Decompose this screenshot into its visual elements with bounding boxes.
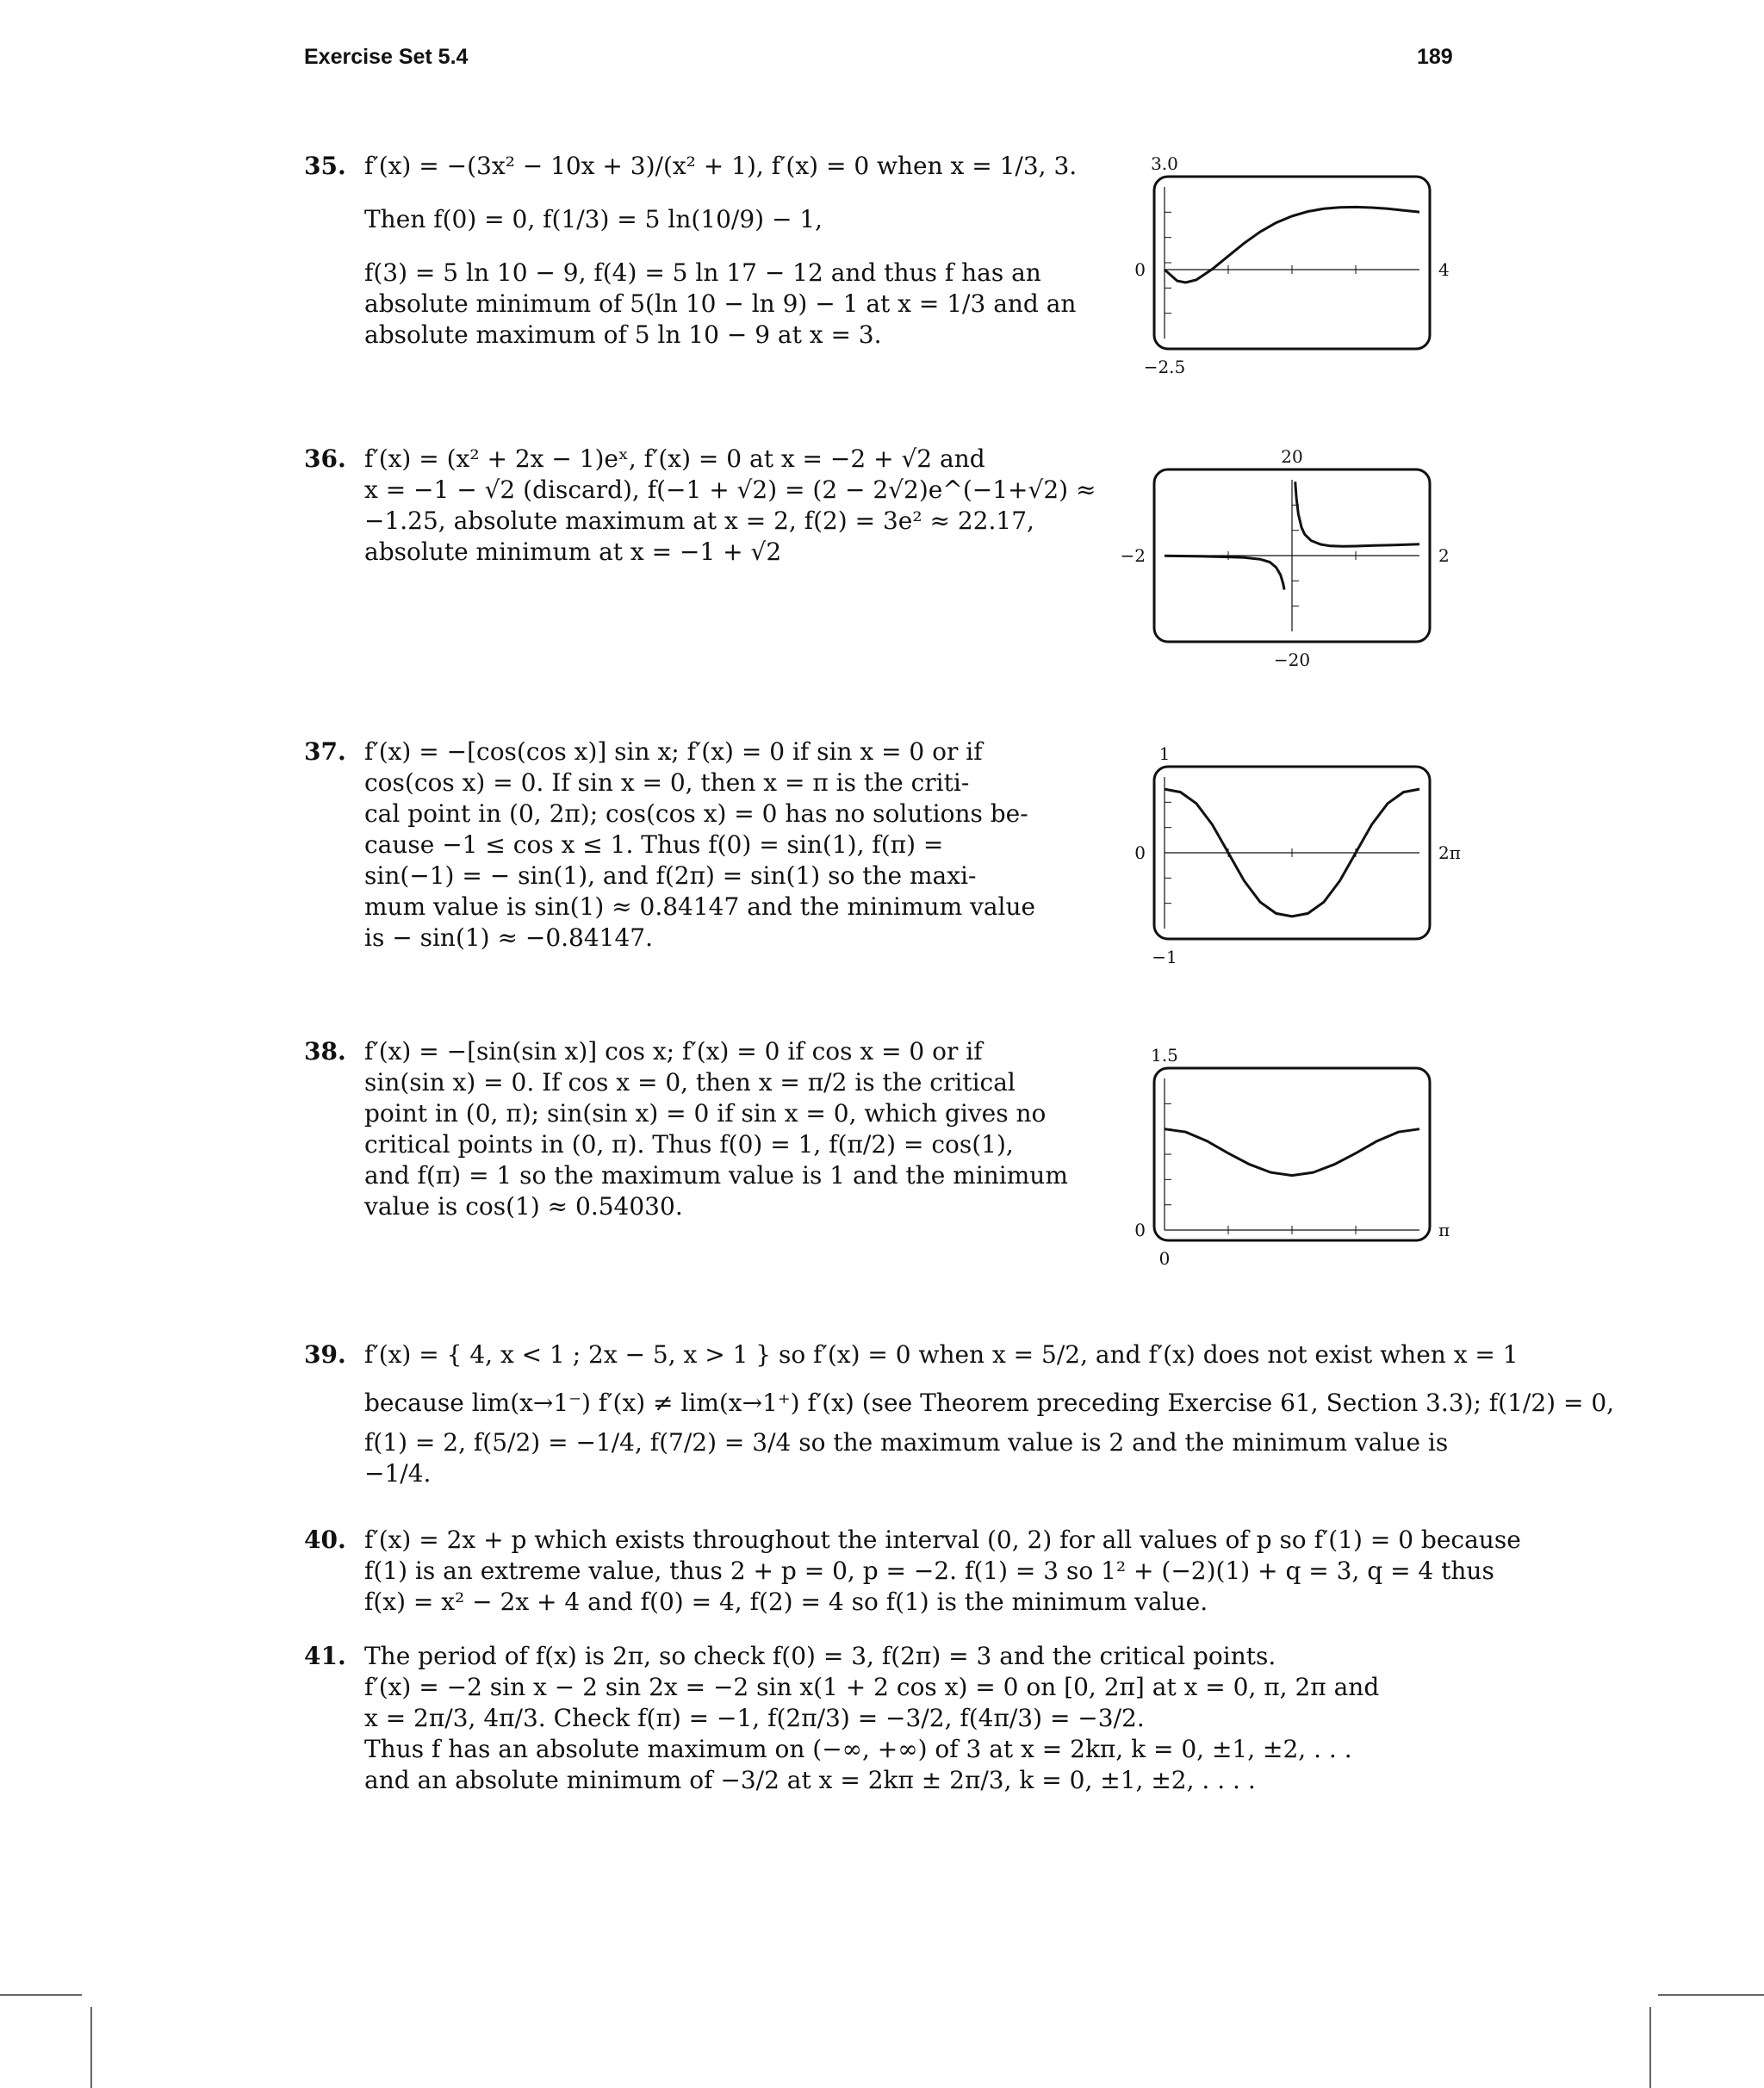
axis-label: −20 bbox=[1273, 649, 1311, 670]
exercise-line: f′(x) = (x² + 2x − 1)eˣ, f′(x) = 0 at x = −2 + √2 and bbox=[364, 444, 985, 473]
axis-label: −2 bbox=[1120, 545, 1146, 566]
exercise-line: f′(x) = −(3x² − 10x + 3)/(x² + 1), f′(x) = 0 when x = 1/3, 3. bbox=[364, 152, 1078, 180]
exercise-number: 36. bbox=[304, 444, 346, 473]
exercise-line: f′(x) = { 4, x < 1 ; 2x − 5, x > 1 } so f′(x) = 0 when x = 5/2, and f′(x) does not exist when x = 1 bbox=[364, 1340, 1519, 1369]
exercise-line: Then f(0) = 0, f(1/3) = 5 ln(10/9) − 1, bbox=[364, 205, 823, 233]
axis-label: π bbox=[1438, 1220, 1450, 1240]
exercise-line: sin(−1) = − sin(1), and f(2π) = sin(1) so the maxi- bbox=[364, 861, 977, 890]
plot-frame bbox=[1154, 1068, 1430, 1240]
exercise-line: point in (0, π); sin(sin x) = 0 if sin x = 0, which gives no bbox=[364, 1099, 1047, 1128]
axis-label: 0 bbox=[1158, 1248, 1171, 1269]
axis-label: −2.5 bbox=[1143, 357, 1186, 377]
exercise-number: 40. bbox=[304, 1526, 346, 1554]
plot-exercise-36 bbox=[1120, 444, 1464, 693]
axis-label: 0 bbox=[1134, 842, 1146, 863]
plot-35-svg bbox=[1120, 151, 1464, 401]
exercise-line: Thus f has an absolute maximum on (−∞, +∞) of 3 at x = 2kπ, k = 0, ±1, ±2, . . . bbox=[364, 1735, 1352, 1763]
axis-label: 0 bbox=[1134, 1220, 1146, 1240]
exercise-line: cos(cos x) = 0. If sin x = 0, then x = π is the criti- bbox=[364, 768, 970, 797]
crop-mark bbox=[1658, 1994, 1764, 1996]
axis-label: −1 bbox=[1152, 947, 1177, 967]
plot-frame bbox=[1154, 177, 1430, 349]
crop-mark bbox=[1649, 2007, 1651, 2088]
exercise-line: f′(x) = −[sin(sin x)] cos x; f′(x) = 0 if cos x = 0 or if bbox=[364, 1037, 983, 1066]
axis-label: 2 bbox=[1438, 545, 1450, 566]
running-header-title: Exercise Set 5.4 bbox=[304, 45, 469, 69]
exercise-line: critical points in (0, π). Thus f(0) = 1, f(π/2) = cos(1), bbox=[364, 1130, 1014, 1159]
exercise-line: absolute minimum of 5(ln 10 − ln 9) − 1 at x = 1/3 and an bbox=[364, 289, 1077, 318]
exercise-line: f′(x) = 2x + p which exists throughout the interval (0, 2) for all values of p so f′(1) = 0 because bbox=[364, 1526, 1521, 1554]
exercise-number: 35. bbox=[304, 152, 346, 180]
crop-mark bbox=[0, 1994, 82, 1996]
plot-exercise-37 bbox=[1120, 741, 1464, 991]
series-line bbox=[1165, 556, 1284, 589]
exercise-line: f(1) = 2, f(5/2) = −1/4, f(7/2) = 3/4 so the maximum value is 2 and the minimum value is bbox=[364, 1428, 1449, 1457]
exercise-number: 39. bbox=[304, 1340, 346, 1369]
exercise-line: cause −1 ≤ cos x ≤ 1. Thus f(0) = sin(1), f(π) = bbox=[364, 830, 944, 859]
exercise-line: f(x) = x² − 2x + 4 and f(0) = 4, f(2) = 4 so f(1) is the minimum value. bbox=[364, 1588, 1208, 1616]
exercise-line: absolute maximum of 5 ln 10 − 9 at x = 3. bbox=[364, 320, 882, 349]
page-number: 189 bbox=[1417, 45, 1453, 69]
exercise-line: because lim(x→1⁻) f′(x) ≠ lim(x→1⁺) f′(x) (see Theorem preceding Exercise 61, Section 3.3); f(1/2) = 0, bbox=[364, 1389, 1615, 1417]
exercise-line: f′(x) = −[cos(cos x)] sin x; f′(x) = 0 if sin x = 0 or if bbox=[364, 737, 983, 766]
exercise-line: is − sin(1) ≈ −0.84147. bbox=[364, 923, 654, 952]
exercise-line: −1.25, absolute maximum at x = 2, f(2) = 3e² ≈ 22.17, bbox=[364, 506, 1034, 535]
exercise-line: x = −1 − √2 (discard), f(−1 + √2) = (2 − 2√2)e^(−1+√2) ≈ bbox=[364, 475, 1096, 504]
series-line bbox=[1165, 1129, 1419, 1176]
exercise-line: value is cos(1) ≈ 0.54030. bbox=[364, 1192, 683, 1221]
axis-label: 1.5 bbox=[1151, 1045, 1178, 1066]
exercise-number: 41. bbox=[304, 1642, 346, 1670]
axis-label: 0 bbox=[1134, 259, 1146, 280]
axis-label: 4 bbox=[1438, 259, 1450, 280]
axis-label: 1 bbox=[1158, 743, 1171, 764]
series-line bbox=[1295, 482, 1419, 546]
exercise-line: and f(π) = 1 so the maximum value is 1 and the minimum bbox=[364, 1161, 1068, 1190]
exercise-line: cal point in (0, 2π); cos(cos x) = 0 has no solutions be- bbox=[364, 799, 1028, 828]
crop-mark bbox=[90, 2007, 92, 2088]
exercise-line: −1/4. bbox=[364, 1459, 432, 1488]
exercise-line: sin(sin x) = 0. If cos x = 0, then x = π/2 is the critical bbox=[364, 1068, 1016, 1097]
axis-label: 20 bbox=[1281, 446, 1303, 467]
exercise-number: 37. bbox=[304, 737, 346, 766]
exercise-line: and an absolute minimum of −3/2 at x = 2kπ ± 2π/3, k = 0, ±1, ±2, . . . . bbox=[364, 1766, 1256, 1794]
exercise-line: The period of f(x) is 2π, so check f(0) = 3, f(2π) = 3 and the critical points. bbox=[364, 1642, 1276, 1670]
plot-exercise-35 bbox=[1120, 151, 1464, 401]
exercise-line: f′(x) = −2 sin x − 2 sin 2x = −2 sin x(1 + 2 cos x) = 0 on [0, 2π] at x = 0, π, 2π and bbox=[364, 1673, 1380, 1701]
plot-36-svg bbox=[1120, 444, 1464, 693]
exercise-line: x = 2π/3, 4π/3. Check f(π) = −1, f(2π/3) = −3/2, f(4π/3) = −3/2. bbox=[364, 1704, 1145, 1732]
exercise-line: absolute minimum at x = −1 + √2 bbox=[364, 538, 782, 566]
plot-38-svg bbox=[1120, 1042, 1464, 1292]
exercise-line: f(1) is an extreme value, thus 2 + p = 0, p = −2. f(1) = 3 so 1² + (−2)(1) + q = 3, q = 4 thus bbox=[364, 1557, 1494, 1585]
plot-37-svg bbox=[1120, 741, 1464, 991]
exercise-line: mum value is sin(1) ≈ 0.84147 and the minimum value bbox=[364, 892, 1036, 921]
exercise-line: f(3) = 5 ln 10 − 9, f(4) = 5 ln 17 − 12 and thus f has an bbox=[364, 258, 1041, 287]
axis-label: 3.0 bbox=[1151, 153, 1178, 174]
plot-exercise-38 bbox=[1120, 1042, 1464, 1292]
axis-label: 2π bbox=[1438, 842, 1461, 863]
exercise-number: 38. bbox=[304, 1037, 346, 1066]
